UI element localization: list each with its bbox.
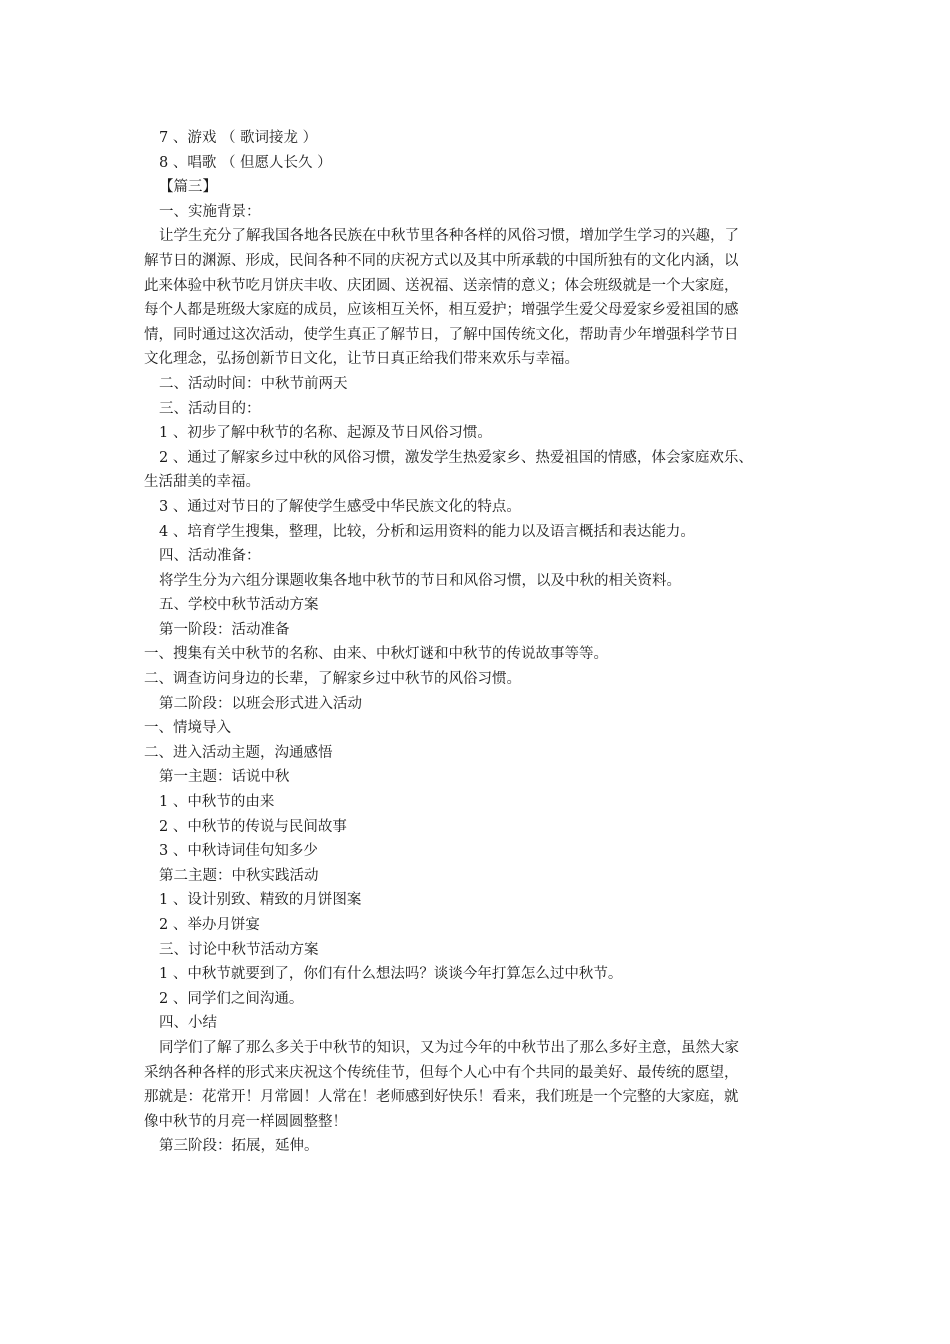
paragraph-line: 那就是：花常开！月常圆！人常在！老师感到好快乐！看来，我们班是一个完整的大家庭，就 [144, 1089, 739, 1106]
text-line: 二、调查访问身边的长辈，了解家乡过中秋节的风俗习惯。 [144, 671, 521, 688]
text-line: 第三阶段：拓展，延伸。 [159, 1138, 319, 1155]
text-line: 二、进入活动主题，沟通感悟 [144, 744, 333, 761]
text-line: 2 、中秋节的传说与民间故事 [159, 818, 347, 835]
text-line: 一、实施背景： [159, 203, 261, 220]
text-line: 第二阶段：以班会形式进入活动 [159, 695, 362, 712]
paragraph-line: 每个人都是班级大家庭的成员，应该相互关怀，相互爱护；增强学生爱父母爱家乡爱祖国的感 [144, 302, 739, 319]
text-line: 【篇三】 [159, 179, 217, 196]
text-line: 1 、中秋节的由来 [159, 794, 275, 811]
text-line: 一、搜集有关中秋节的名称、由来、中秋灯谜和中秋节的传说故事等等。 [144, 646, 608, 663]
text-line: 第一阶段：活动准备 [159, 621, 290, 638]
paragraph-line: 生活甜美的幸福。 [144, 474, 260, 491]
text-line: 1 、设计别致、精致的月饼图案 [159, 892, 362, 909]
text-line: 8 、唱歌 （ 但愿人长久 ） [159, 154, 332, 171]
text-line: 4 、培育学生搜集，整理，比较，分析和运用资料的能力以及语言概括和表达能力。 [159, 523, 695, 540]
paragraph-line: 让学生充分了解我国各地各民族在中秋节里各种各样的风俗习惯，增加学生学习的兴趣，了 [159, 228, 739, 245]
paragraph-line: 采纳各种各样的形式来庆祝这个传统佳节，但每个人心中有个共同的最美好、最传统的愿望， [144, 1064, 739, 1081]
paragraph-line: 像中秋节的月亮一样圆圆整整！ [144, 1113, 347, 1130]
text-line: 四、活动准备： [159, 548, 261, 565]
text-line: 1 、中秋节就要到了，你们有什么想法吗？谈谈今年打算怎么过中秋节。 [159, 966, 623, 983]
text-line: 1 、初步了解中秋节的名称、起源及节日风俗习惯。 [159, 425, 492, 442]
paragraph-line: 情，同时通过这次活动，使学生真正了解节日，了解中国传统文化，帮助青少年增强科学节日 [144, 326, 739, 343]
document-body [144, 126, 810, 1159]
text-line: 第一主题：话说中秋 [159, 769, 290, 786]
text-line: 一、情境导入 [144, 720, 231, 737]
text-line: 7 、游戏 （ 歌词接龙 ） [159, 130, 318, 146]
paragraph-line: 同学们了解了那么多关于中秋节的知识，又为过今年的中秋节出了那么多好主意，虽然大家 [159, 1039, 739, 1056]
paragraph-line: 解节日的渊源、形成，民间各种不同的庆祝方式以及其中所承载的中国所独有的文化内涵，以 [144, 252, 739, 269]
text-line: 三、活动目的： [159, 400, 261, 417]
text-line: 3 、中秋诗词佳句知多少 [159, 843, 318, 860]
text-line: 2 、举办月饼宴 [159, 917, 260, 933]
text-line: 三、讨论中秋节活动方案 [159, 941, 319, 958]
text-line: 二、活动时间：中秋节前两天 [159, 375, 348, 392]
paragraph-line: 此来体验中秋节吃月饼庆丰收、庆团圆、送祝福、送亲情的意义；体会班级就是一个大家庭， [144, 277, 739, 294]
text-line: 四、小结 [159, 1015, 217, 1032]
paragraph-line: 文化理念，弘扬创新节日文化，让节日真正给我们带来欢乐与幸福。 [144, 351, 579, 368]
text-line: 3 、通过对节日的了解使学生感受中华民族文化的特点。 [159, 498, 521, 515]
text-line: 将学生分为六组分课题收集各地中秋节的节日和风俗习惯，以及中秋的相关资料。 [159, 572, 681, 589]
text-line: 2 、同学们之间沟通。 [159, 990, 304, 1007]
paragraph-line: 2 、通过了解家乡过中秋的风俗习惯，激发学生热爱家乡、热爱祖国的情感，体会家庭欢乐、 [159, 449, 753, 466]
text-line: 第二主题：中秋实践活动 [159, 867, 319, 884]
text-line: 五、学校中秋节活动方案 [159, 597, 319, 614]
